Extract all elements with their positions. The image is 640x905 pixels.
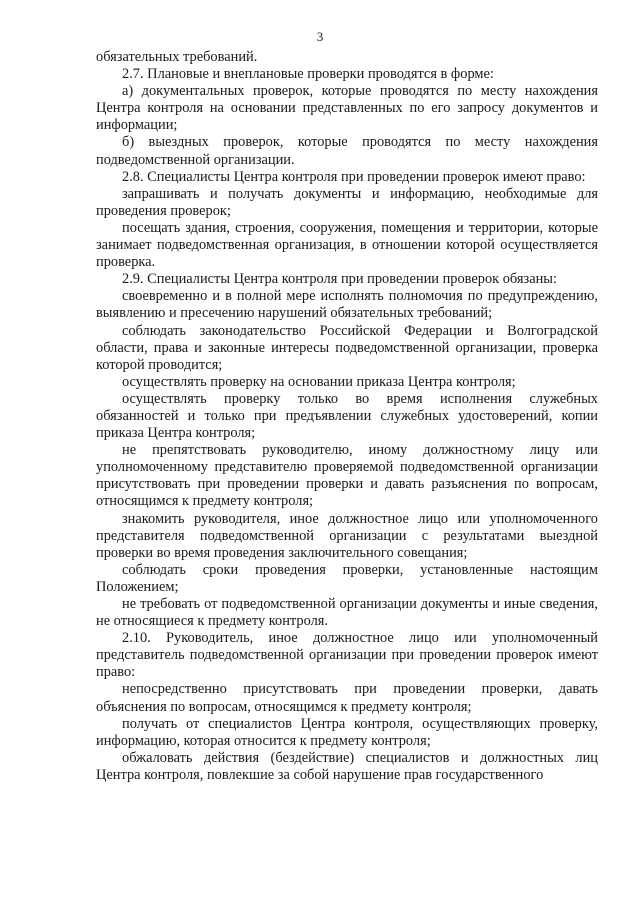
page-number: 3 — [316, 29, 324, 44]
paragraph: б) выездных проверок, которые проводятся по месту нахождения подведомственной организации. — [96, 134, 598, 168]
paragraph: получать от специалистов Центра контроля, осуществляющих проверку, информацию, которая относится к предмету контроля; — [96, 715, 598, 749]
paragraph: не требовать от подведомственной организации документы и иные сведения, не относящиеся к предмету контроля. — [96, 596, 598, 630]
paragraph: обжаловать действия (бездействие) специалистов и должностных лиц Центра контроля, повлекшие за собой нарушение прав государственного — [96, 749, 598, 783]
paragraph: запрашивать и получать документы и информацию, необходимые для проведения проверок; — [96, 185, 598, 219]
paragraph: 2.8. Специалисты Центра контроля при проведении проверок имеют право: — [122, 168, 586, 185]
paragraph: 2.9. Специалисты Центра контроля при проведении проверок обязаны: — [122, 271, 557, 288]
paragraph: а) документальных проверок, которые проводятся по месту нахождения Центра контроля на основании представленных по его запросу документов и информации; — [96, 83, 598, 134]
paragraph: соблюдать сроки проведения проверки, установленные настоящим Положением; — [96, 561, 598, 595]
paragraph: знакомить руководителя, иное должностное лицо или уполномоченного представителя подведомственной организации с результатами выездной проверки во время проведения заключительного совещания; — [96, 510, 598, 561]
paragraph: своевременно и в полной мере исполнять полномочия по предупреждению, выявлению и пресечению нарушений обязательных требований; — [96, 288, 598, 322]
paragraph: осуществлять проверку на основании приказа Центра контроля; — [122, 373, 516, 390]
paragraph: соблюдать законодательство Российской Федерации и Волгоградской области, права и законные интересы подведомственной организации, проверка которой проводится; — [96, 322, 598, 373]
paragraph: обязательных требований. — [96, 49, 258, 65]
paragraph: осуществлять проверку только во время исполнения служебных обязанностей и только при предъявлении служебных удостоверений, копии приказа Центра контроля; — [96, 390, 598, 442]
paragraph: 2.7. Плановые и внеплановые проверки проводятся в форме: — [122, 66, 494, 83]
paragraph: посещать здания, строения, сооружения, помещения и территории, которые занимает подведомственная организация, в отношении которой осуществляется проверка. — [96, 219, 598, 271]
document-body — [96, 49, 598, 784]
paragraph: 2.10. Руководитель, иное должностное лицо или уполномоченный представитель подведомственной организации при проведении проверок имеют право: — [96, 630, 598, 681]
paragraph: непосредственно присутствовать при проведении проверки, давать объяснения по вопросам, относящимся к предмету контроля; — [96, 681, 598, 715]
paragraph: не препятствовать руководителю, иному должностному лицу или уполномоченному представителю проверяемой подведомственной организации присутствовать при проведении проверки и давать разъяснения по вопросам, относящимся к предмету контроля; — [96, 442, 598, 510]
